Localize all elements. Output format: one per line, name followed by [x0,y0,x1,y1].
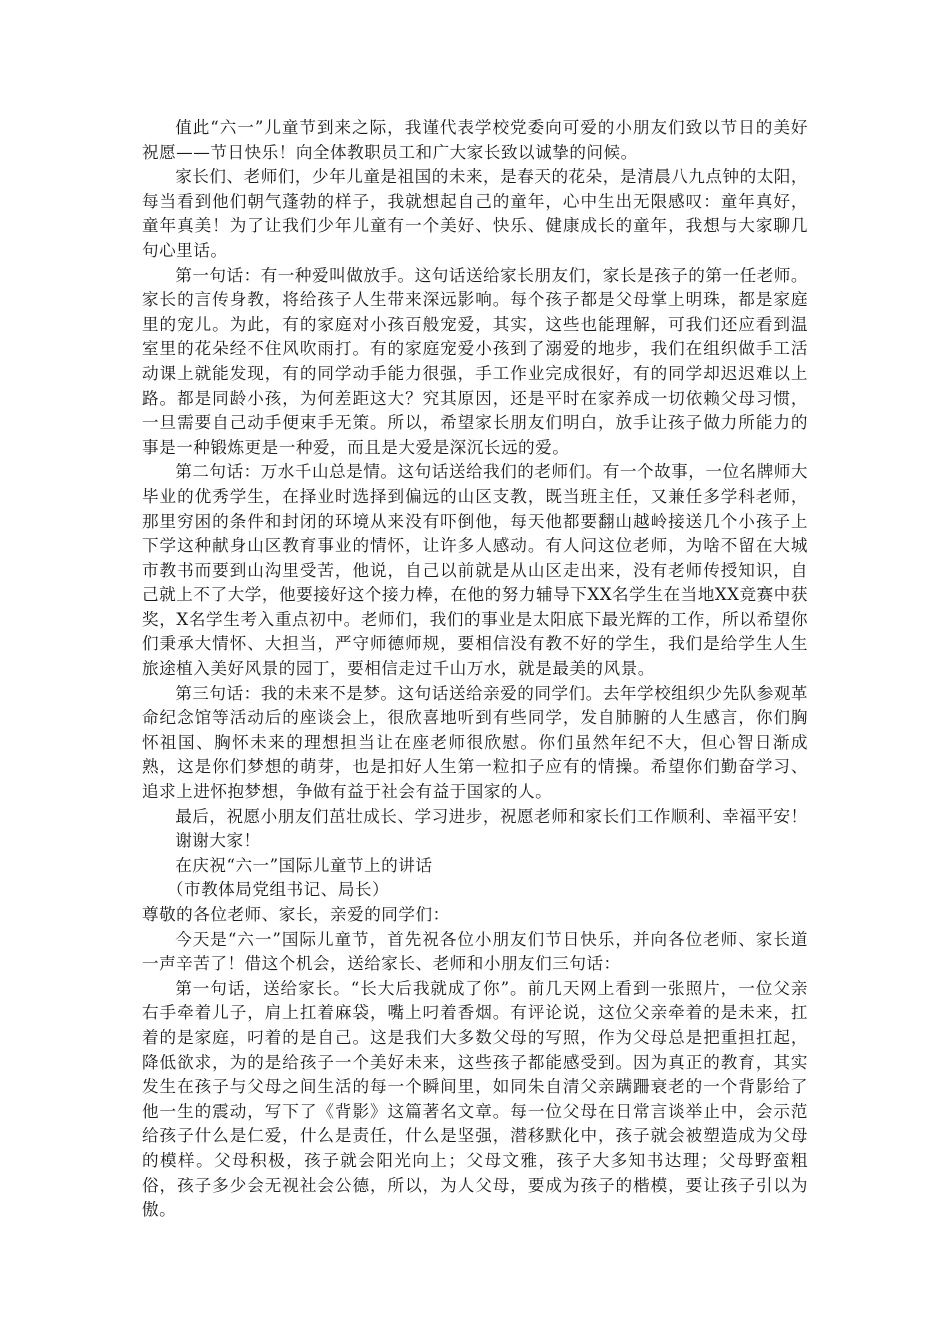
paragraph-third-point: 第三句话：我的未来不是梦。这句话送给亲爱的同学们。去年学校组织少先队参观革命纪念馆等活动后的座谈会上，很欣喜地听到有些同学，发自肺腑的人生感言，你们胸怀祖国、胸怀未来的理想担当让在座老师很欣慰。你们虽然年纪不大，但心智日渐成熟，这是你们梦想的萌芽，也是扣好人生第一粒扣子应有的情操。希望你们勤奋学习、追求上进怀抱梦想，争做有益于社会有益于国家的人。 [142,683,808,802]
paragraph-thanks: 谢谢大家！ [175,831,261,851]
speaker-line: （市教体局党组书记、局长） [166,880,390,900]
paragraph-first-point: 第一句话：有一种爱叫做放手。这句话送给家长朋友们，家长是孩子的第一任老师。家长的言传身教，将给孩子人生带来深远影响。每个孩子都是父母掌上明珠，都是家庭里的宠儿。为此，有的家庭对小孩百般宠爱，其实，这些也能理解，可我们还应看到温室里的花朵经不住风吹雨打。有的家庭宠爱小孩到了溺爱的地步，我们在组织做手工活动课上就能发现，有的同学动手能力很强，手工作业完成很好，有的同学却迟迟难以上路。都是同龄小孩，为何差距这大？究其原因，还是平时在家养成一切依赖父母习惯，一旦需要自己动手便束手无策。所以，希望家长朋友们明白，放手让孩子做力所能力的事是一种锻炼更是一种爱，而且是大爱是深沉长远的爱。 [142,265,808,457]
speech-title: 在庆祝“六一”国际儿童节上的讲话 [175,855,433,875]
paragraph-greeting: 值此“六一”儿童节到来之际，我谨代表学校党委向可爱的小朋友们致以节日的美好祝愿——节日快乐！向全体教职员工和广大家长致以诚挚的问候。 [142,118,808,162]
paragraph-intro: 家长们、老师们，少年儿童是祖国的未来，是春天的花朵，是清晨八九点钟的太阳，每当看到他们朝气蓬勃的样子，我就想起自己的童年，心中生出无限感叹：童年真好，童年真美！为了让我们少年儿童有一个美好、快乐、健康成长的童年，我想与大家聊几句心里话。 [142,167,808,260]
salutation: 尊敬的各位老师、家长，亲爱的同学们： [142,905,450,924]
paragraph-parents-point: 第一句话，送给家长。“长大后我就成了你”。前几天网上看到一张照片，一位父亲右手牵着儿子，肩上扛着麻袋，嘴上叼着香烟。有评论说，这位父亲牵着的是未来，扛着的是家庭，叼着的是自己。这是我们大多数父母的写照，作为父母总是把重担扛起，降低欲求，为的是给孩子一个美好未来，这些孩子都能感受到。因为真正的教育，其实发生在孩子与父母之间生活的每一个瞬间里，如同朱自清父亲蹒跚衰老的一个背影给了他一生的震动，写下了《背影》这篇著名文章。每一位父母在日常言谈举止中，会示范给孩子什么是仁爱，什么是责任，什么是坚强，潜移默化中，孩子就会被塑造成为父母的模样。父母积极，孩子就会阳光向上；父母文雅，孩子大多知书达理；父母野蛮粗俗，孩子多少会无视社会公德，所以，为人父母，要成为孩子的楷模，要让孩子引以为傲。 [142,978,808,1220]
document-body [142,116,808,1223]
paragraph-closing: 最后，祝愿小朋友们茁壮成长、学习进步，祝愿老师和家长们工作顺利、幸福平安！ [175,806,808,826]
paragraph-second-point: 第二句话：万水千山总是情。这句话送给我们的老师们。有一个故事，一位名牌师大毕业的优秀学生，在择业时选择到偏远的山区支教，既当班主任，又兼任多学科老师，那里穷困的条件和封闭的环境从来没有吓倒他，每天他都要翻山越岭接送几个小孩子上下学这种献身山区教育事业的情怀，让许多人感动。有人问这位老师，为啥不留在大城市教书而要到山沟里受苦，他说，自己以前就是从山区走出来，没有老师传授知识，自己就上不了大学，他要接好这个接力棒，在他的努力辅导下XX名学生在当地XX竞赛中获奖，X名学生考入重点初中。老师们，我们的事业是太阳底下最光辉的工作，所以希望你们秉承大情怀、大担当，严守师德师规，要相信没有教不好的学生，我们是给学生人生旅途植入美好风景的园丁，要相信走过千山万水，就是最美的风景。 [142,462,808,679]
paragraph-opening: 今天是“六一”国际儿童节，首先祝各位小朋友们节日快乐，并向各位老师、家长道一声辛苦了！借这个机会，送给家长、老师和小朋友们三句话： [142,929,808,974]
